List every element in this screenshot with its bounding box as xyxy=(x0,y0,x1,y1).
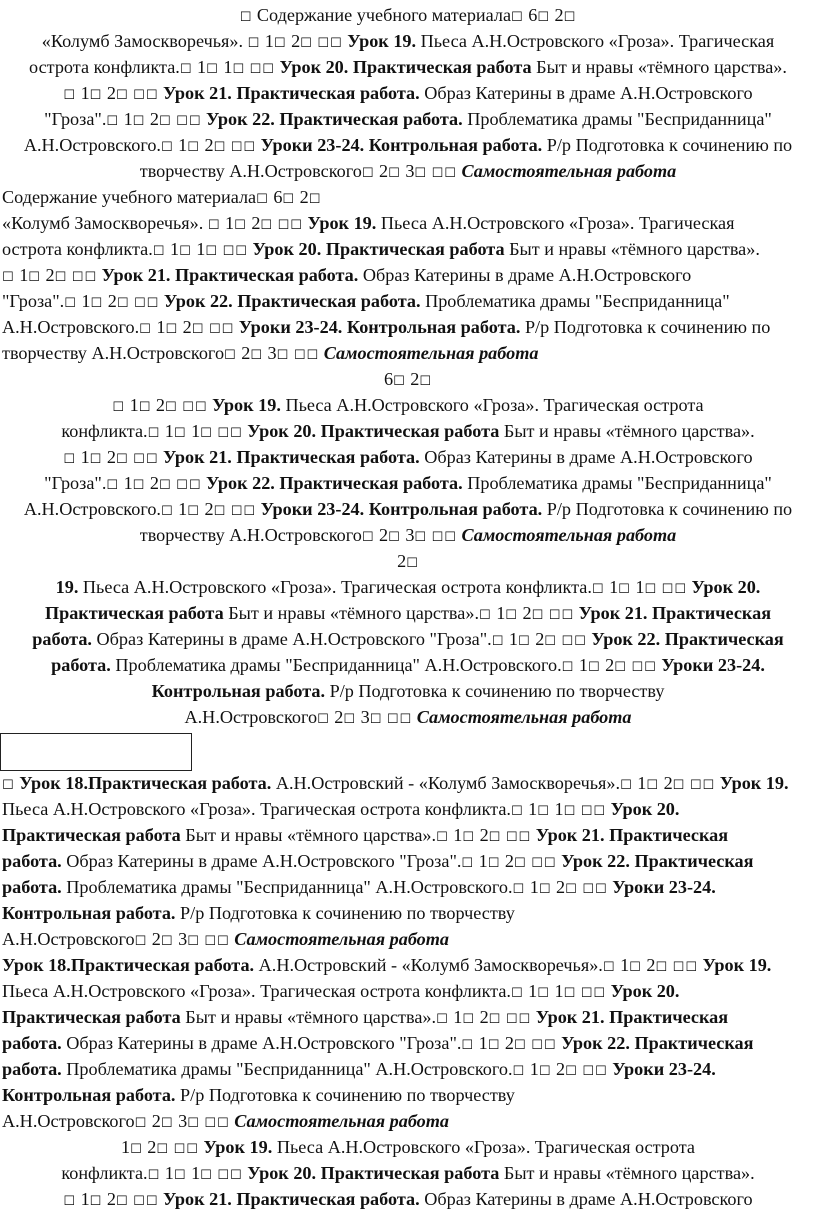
text-line: работа. Проблематика драмы "Бесприданница" А.Н.Островского.☐ 1☐ 2☐ ☐☐ Уроки 23-24. xyxy=(51,655,765,675)
text-line: работа. Образ Катерины в драме А.Н.Островского "Гроза".☐ 1☐ 2☐ ☐☐ Урок 22. Практическая xyxy=(2,1033,754,1053)
text-line: творчеству А.Н.Островского☐ 2☐ 3☐ ☐☐ Самостоятельная работа xyxy=(139,525,677,545)
text-line: Урок 18.Практическая работа. А.Н.Островский - «Колумб Замоскворечья».☐ 1☐ 2☐ ☐☐ Урок 19. xyxy=(2,955,772,975)
content-block-2 xyxy=(0,184,816,366)
text-line: А.Н.Островского☐ 2☐ 3☐ ☐☐ Самостоятельная работа xyxy=(2,929,449,949)
text-line: 1☐ 2☐ ☐☐ Урок 19. Пьеса А.Н.Островского «Гроза». Трагическая острота xyxy=(121,1137,695,1157)
content-block-5 xyxy=(0,770,816,952)
text-line: конфликта.☐ 1☐ 1☐ ☐☐ Урок 20. Практическая работа Быт и нравы «тёмного царства». xyxy=(61,1163,755,1183)
text-line: ☐ 1☐ 2☐ ☐☐ Урок 21. Практическая работа. Образ Катерины в драме А.Н.Островского xyxy=(63,83,753,103)
text-line: работа. Образ Катерины в драме А.Н.Островского "Гроза".☐ 1☐ 2☐ ☐☐ Урок 22. Практическая xyxy=(2,851,754,871)
content-block-1 xyxy=(0,2,816,184)
text-line: острота конфликта.☐ 1☐ 1☐ ☐☐ Урок 20. Практическая работа Быт и нравы «тёмного царства». xyxy=(2,239,760,259)
text-line: А.Н.Островского☐ 2☐ 3☐ ☐☐ Самостоятельная работа xyxy=(2,1111,449,1131)
text-line: 6☐ 2☐ xyxy=(383,369,433,389)
text-line: работа. Проблематика драмы "Бесприданница" А.Н.Островского.☐ 1☐ 2☐ ☐☐ Уроки 23-24. xyxy=(2,877,716,897)
text-line: 2☐ xyxy=(397,551,419,571)
text-line: 19. Пьеса А.Н.Островского «Гроза». Трагическая острота конфликта.☐ 1☐ 1☐ ☐☐ Урок 20. xyxy=(55,577,761,597)
text-line: творчеству А.Н.Островского☐ 2☐ 3☐ ☐☐ Самостоятельная работа xyxy=(2,343,539,363)
text-line: «Колумб Замоскворечья». ☐ 1☐ 2☐ ☐☐ Урок 19. Пьеса А.Н.Островского «Гроза». Трагическая xyxy=(2,213,735,233)
text-line: Практическая работа Быт и нравы «тёмного царства».☐ 1☐ 2☐ ☐☐ Урок 21. Практическая xyxy=(2,825,729,845)
text-line: Практическая работа Быт и нравы «тёмного царства».☐ 1☐ 2☐ ☐☐ Урок 21. Практическая xyxy=(2,1007,729,1027)
text-line: работа. Образ Катерины в драме А.Н.Островского "Гроза".☐ 1☐ 2☐ ☐☐ Урок 22. Практическая xyxy=(32,629,784,649)
content-block-6 xyxy=(0,952,816,1134)
text-line: «Колумб Замоскворечья». ☐ 1☐ 2☐ ☐☐ Урок 19. Пьеса А.Н.Островского «Гроза». Трагическая xyxy=(41,31,775,51)
text-line: Контрольная работа. Р/р Подготовка к сочинению по творчеству xyxy=(151,681,665,701)
text-line: Пьеса А.Н.Островского «Гроза». Трагическая острота конфликта.☐ 1☐ 1☐ ☐☐ Урок 20. xyxy=(2,981,680,1001)
text-line: острота конфликта.☐ 1☐ 1☐ ☐☐ Урок 20. Практическая работа Быт и нравы «тёмного царства». xyxy=(29,57,787,77)
text-line: А.Н.Островского.☐ 1☐ 2☐ ☐☐ Уроки 23-24. Контрольная работа. Р/р Подготовка к сочинению по xyxy=(23,499,793,519)
text-line: Контрольная работа. Р/р Подготовка к сочинению по творчеству xyxy=(2,1085,515,1105)
text-line: А.Н.Островского☐ 2☐ 3☐ ☐☐ Самостоятельная работа xyxy=(184,707,632,727)
text-line: Контрольная работа. Р/р Подготовка к сочинению по творчеству xyxy=(2,903,515,923)
text-line: ☐ 1☐ 2☐ ☐☐ Урок 21. Практическая работа. Образ Катерины в драме А.Н.Островского xyxy=(2,265,692,285)
text-line: А.Н.Островского.☐ 1☐ 2☐ ☐☐ Уроки 23-24. Контрольная работа. Р/р Подготовка к сочинению по xyxy=(2,317,771,337)
text-line: творчеству А.Н.Островского☐ 2☐ 3☐ ☐☐ Самостоятельная работа xyxy=(139,161,677,181)
text-line: Практическая работа Быт и нравы «тёмного царства».☐ 1☐ 2☐ ☐☐ Урок 21. Практическая xyxy=(44,603,772,623)
text-line: работа. Проблематика драмы "Бесприданница" А.Н.Островского.☐ 1☐ 2☐ ☐☐ Уроки 23-24. xyxy=(2,1059,716,1079)
text-line: ☐ 1☐ 2☐ ☐☐ Урок 19. Пьеса А.Н.Островского «Гроза». Трагическая острота xyxy=(112,395,704,415)
text-line: ☐ Содержание учебного материала☐ 6☐ 2☐ xyxy=(239,5,577,25)
content-block-3 xyxy=(0,366,816,548)
empty-table-cell xyxy=(0,733,192,771)
content-block-7 xyxy=(0,1134,816,1212)
text-line: Содержание учебного материала☐ 6☐ 2☐ xyxy=(2,187,322,207)
text-line: конфликта.☐ 1☐ 1☐ ☐☐ Урок 20. Практическая работа Быт и нравы «тёмного царства». xyxy=(61,421,755,441)
text-line: А.Н.Островского.☐ 1☐ 2☐ ☐☐ Уроки 23-24. Контрольная работа. Р/р Подготовка к сочинению по xyxy=(23,135,793,155)
text-line: Пьеса А.Н.Островского «Гроза». Трагическая острота конфликта.☐ 1☐ 1☐ ☐☐ Урок 20. xyxy=(2,799,680,819)
text-line: "Гроза".☐ 1☐ 2☐ ☐☐ Урок 22. Практическая работа. Проблематика драмы "Бесприданница" xyxy=(44,473,772,493)
text-line: "Гроза".☐ 1☐ 2☐ ☐☐ Урок 22. Практическая работа. Проблематика драмы "Бесприданница" xyxy=(2,291,730,311)
text-line: ☐ 1☐ 2☐ ☐☐ Урок 21. Практическая работа. Образ Катерины в драме А.Н.Островского xyxy=(63,447,753,467)
content-block-4 xyxy=(0,548,816,730)
text-line: "Гроза".☐ 1☐ 2☐ ☐☐ Урок 22. Практическая работа. Проблематика драмы "Бесприданница" xyxy=(44,109,772,129)
text-line: ☐ Урок 18.Практическая работа. А.Н.Островский - «Колумб Замоскворечья».☐ 1☐ 2☐ ☐☐ Урок 19. xyxy=(2,773,789,793)
text-line: ☐ 1☐ 2☐ ☐☐ Урок 21. Практическая работа. Образ Катерины в драме А.Н.Островского xyxy=(63,1189,753,1209)
